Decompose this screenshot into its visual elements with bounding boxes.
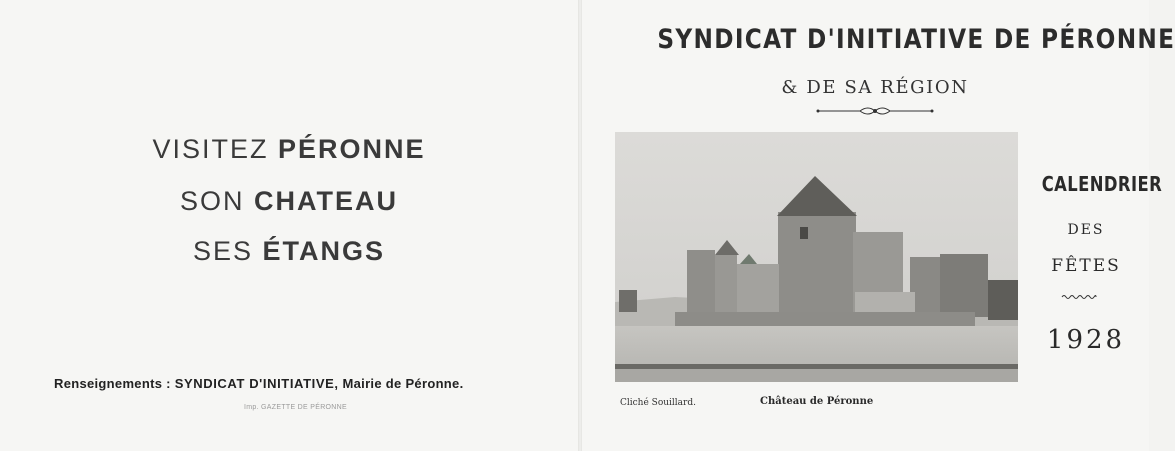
des-word: DES: [1067, 222, 1105, 238]
son-word: SON: [179, 186, 245, 216]
printer-mark: Imp. GAZETTE DE PÉRONNE: [244, 404, 347, 411]
ornamental-divider-icon: [816, 104, 934, 118]
ses-word: SES: [192, 236, 253, 266]
photo-credit: Cliché Souillard.: [620, 398, 696, 408]
fetes-word: FÊTES: [1051, 256, 1121, 276]
visit-line-3: [0, 236, 578, 267]
right-panel: [582, 0, 1175, 451]
visit-line-1: [0, 134, 578, 165]
castle-photograph-icon: [615, 132, 1018, 382]
info-organization: SYNDICAT D'INITIATIVE,: [174, 376, 339, 391]
left-panel: [0, 0, 578, 451]
photo-caption: Château de Péronne: [760, 396, 874, 407]
wavy-rule-icon: [1062, 294, 1096, 300]
region-subtitle: & DE SA RÉGION: [781, 77, 969, 98]
calendar-word: CALENDRIER: [1041, 172, 1163, 196]
syndicat-title: SYNDICAT D'INITIATIVE DE PÉRONNE: [657, 24, 1175, 55]
visit-line-2: [0, 186, 578, 217]
etangs-word: ÉTANGS: [262, 236, 386, 266]
peronne-word: PÉRONNE: [278, 134, 426, 164]
information-line: [54, 376, 464, 391]
calendar-year: 1928: [1046, 325, 1126, 355]
info-label: Renseignements :: [54, 376, 171, 391]
chateau-word: CHATEAU: [254, 186, 399, 216]
info-place: Mairie de Péronne.: [342, 376, 464, 391]
visit-word: VISITEZ: [152, 134, 269, 164]
